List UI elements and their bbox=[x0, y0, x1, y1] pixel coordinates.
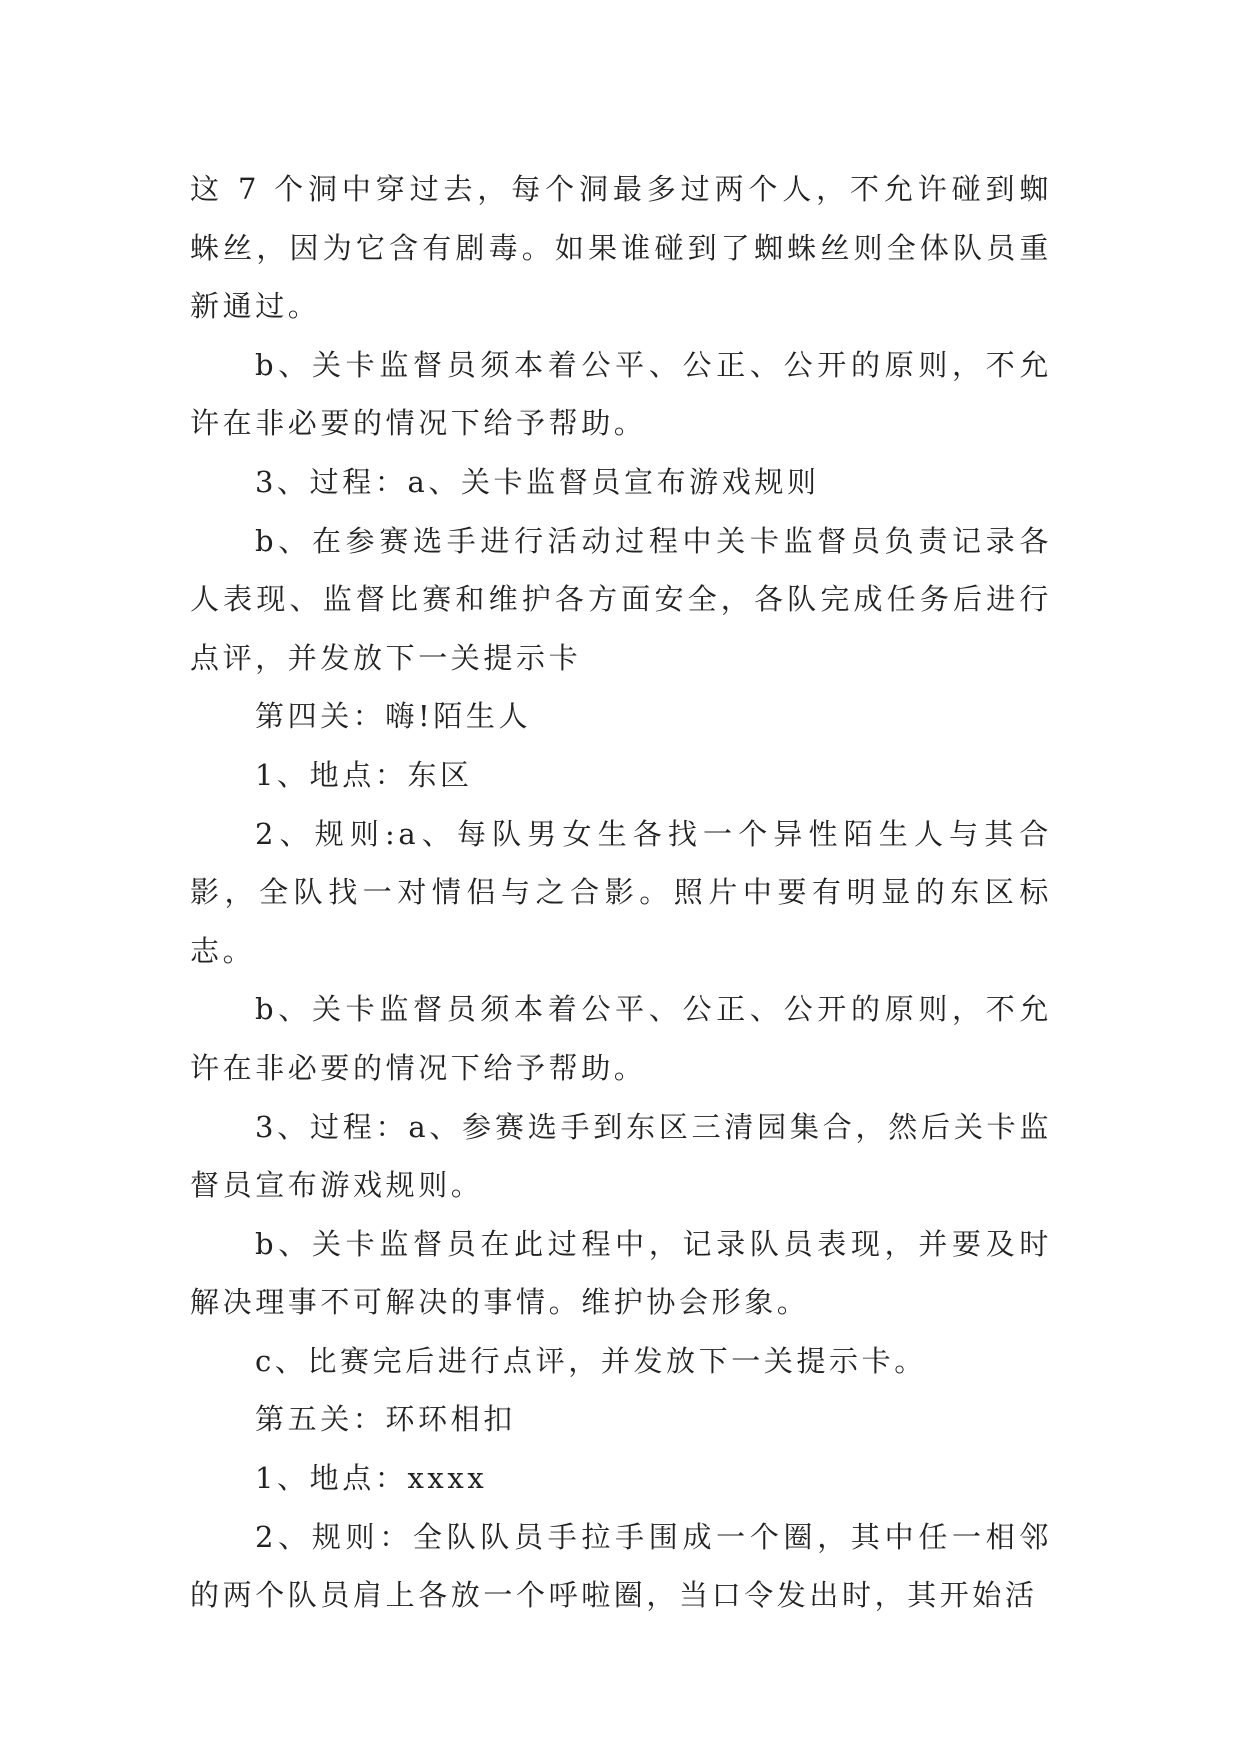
paragraph-rule-b-fairness: b、关卡监督员须本着公平、公正、公开的原则，不允许在非必要的情况下给予帮助。 bbox=[190, 347, 1052, 441]
paragraph-process-b-2: b、关卡监督员在此过程中，记录队员表现，并要及时解决理事不可解决的事情。维护协会形象。 bbox=[190, 1226, 1052, 1320]
paragraph-rules-a: 2、规则:a、每队男女生各找一个异性陌生人与其合影，全队找一对情侣与之合影。照片中要有明显的东区标志。 bbox=[190, 816, 1052, 968]
paragraph-rules-3: 2、规则：全队队员手拉手围成一个圈，其中任一相邻的两个队员肩上各放一个呼啦圈，当口令发出时，其开始活 bbox=[190, 1519, 1052, 1613]
paragraph-location-2: 1、地点：xxxx bbox=[255, 1461, 488, 1496]
paragraph-continued-rules: 这 7 个洞中穿过去，每个洞最多过两个人，不允许碰到蜘蛛丝，因为它含有剧毒。如果谁碰到了蜘蛛丝则全体队员重新通过。 bbox=[190, 172, 1052, 324]
heading-level-five: 第五关：环环相扣 bbox=[255, 1402, 516, 1437]
paragraph-process-b: b、在参赛选手进行活动过程中关卡监督员负责记录各人表现、监督比赛和维护各方面安全，各队完成任务后进行点评，并发放下一关提示卡 bbox=[190, 523, 1052, 675]
paragraph-process-a-2: 3、过程：a、参赛选手到东区三清园集合，然后关卡监督员宣布游戏规则。 bbox=[190, 1109, 1052, 1203]
paragraph-process-a: 3、过程：a、关卡监督员宣布游戏规则 bbox=[255, 464, 820, 499]
paragraph-process-c: c、比赛完后进行点评，并发放下一关提示卡。 bbox=[255, 1343, 927, 1378]
paragraph-location: 1、地点：东区 bbox=[255, 757, 473, 792]
heading-level-four: 第四关：嗨!陌生人 bbox=[255, 699, 532, 734]
paragraph-rules-b: b、关卡监督员须本着公平、公正、公开的原则，不允许在非必要的情况下给予帮助。 bbox=[190, 992, 1052, 1085]
document-body bbox=[190, 160, 1052, 1625]
